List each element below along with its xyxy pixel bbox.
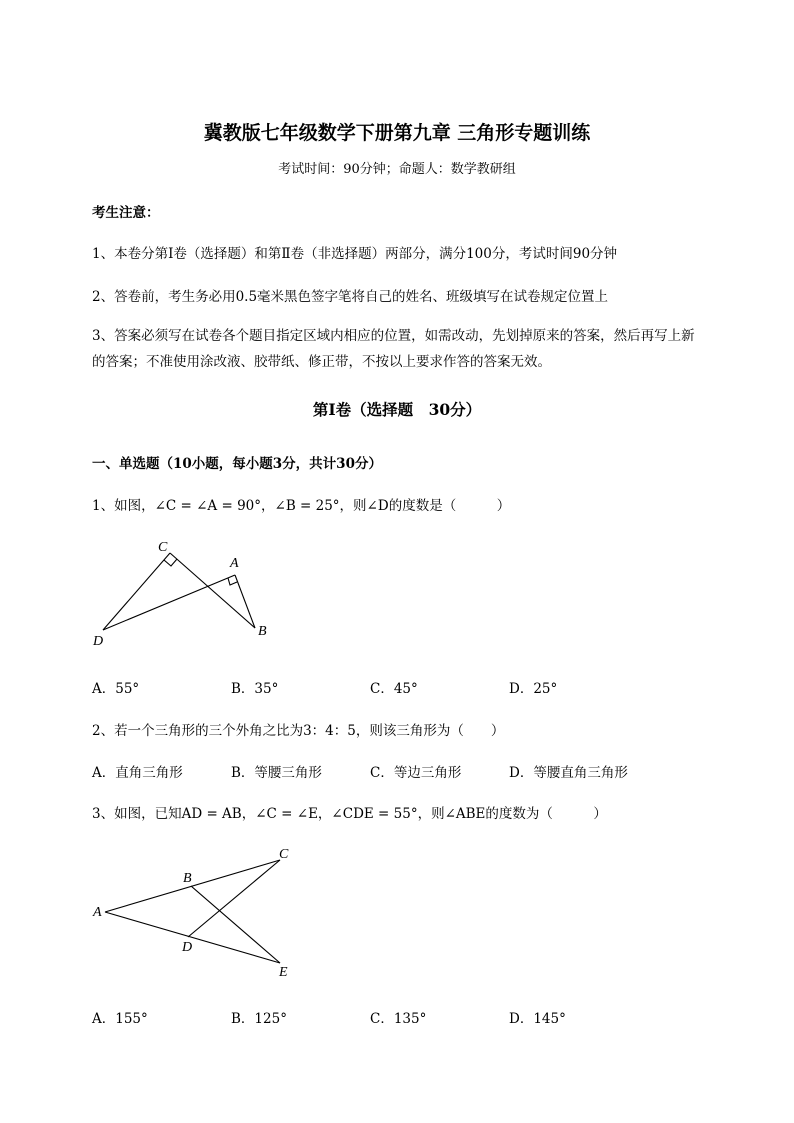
right-angle-mark-c — [164, 559, 177, 566]
question-3-option-d[interactable]: D．145° — [509, 1011, 566, 1027]
question-3-figure — [85, 840, 305, 985]
label-d: D — [93, 634, 104, 649]
question-1-option-a[interactable]: A．55° — [92, 681, 140, 697]
segment-cd — [188, 860, 280, 937]
question-3-stem: 3、如图，已知AD = AB，∠C = ∠E，∠CDE = 55°，则∠ABE的度数为（ ） — [92, 806, 607, 822]
question-2-option-c[interactable]: C．等边三角形 — [370, 765, 462, 781]
label-a: A — [93, 905, 102, 920]
document-title: 冀教版七年级数学下册第九章 三角形专题训练 — [203, 122, 591, 144]
notice-item-1: 1、本卷分第I卷（选择题）和第Ⅱ卷（非选择题）两部分，满分100分，考试时间90分钟 — [92, 246, 618, 262]
question-2-stem: 2、若一个三角形的三个外角之比为3：4：5，则该三角形为（ ） — [92, 723, 505, 739]
label-b: B — [258, 624, 267, 639]
question-1-option-c[interactable]: C．45° — [370, 681, 418, 697]
label-c: C — [158, 540, 168, 555]
right-angle-mark-a — [228, 578, 237, 585]
segment-ae — [105, 912, 280, 963]
label-d: D — [182, 940, 193, 955]
segment-ab — [235, 575, 255, 628]
question-3-option-a[interactable]: A．155° — [92, 1011, 148, 1027]
question-1-option-d[interactable]: D．25° — [509, 681, 558, 697]
notice-item-2: 2、答卷前，考生务必用0.5毫米黑色签字笔将自己的姓名、班级填写在试卷规定位置上 — [92, 289, 609, 305]
exam-info: 考试时间：90分钟；命题人：数学教研组 — [278, 162, 516, 177]
notice-item-3: 3、答案必须写在试卷各个题目指定区域内相应的位置，如需改动，先划掉原来的答案，然后再写上新的答案；不准使用涂改液、胶带纸、修正带，不按以上要求作答的答案无效。 — [92, 328, 695, 370]
section-title: 第I卷（选择题 30分） — [312, 400, 482, 419]
label-c: C — [279, 847, 289, 862]
question-3-option-c[interactable]: C．135° — [370, 1011, 427, 1027]
label-e: E — [279, 965, 288, 980]
question-3-option-b[interactable]: B．125° — [231, 1011, 287, 1027]
question-1-stem: 1、如图，∠C = ∠A = 90°，∠B = 25°，则∠D的度数是（ ） — [92, 498, 511, 514]
question-1-figure — [85, 535, 285, 655]
label-b: B — [183, 871, 192, 886]
label-a: A — [230, 556, 239, 571]
part-heading: 一、单选题（10小题，每小题3分，共计30分） — [92, 456, 382, 472]
segment-da — [103, 575, 235, 630]
question-2-option-a[interactable]: A．直角三角形 — [92, 765, 183, 781]
segment-ac — [105, 860, 280, 912]
notice-heading: 考生注意： — [92, 205, 160, 221]
segment-cb — [170, 553, 255, 628]
question-2-option-d[interactable]: D．等腰直角三角形 — [509, 765, 628, 781]
segment-dc — [103, 553, 170, 630]
question-1-option-b[interactable]: B．35° — [231, 681, 279, 697]
question-2-option-b[interactable]: B．等腰三角形 — [231, 765, 322, 781]
